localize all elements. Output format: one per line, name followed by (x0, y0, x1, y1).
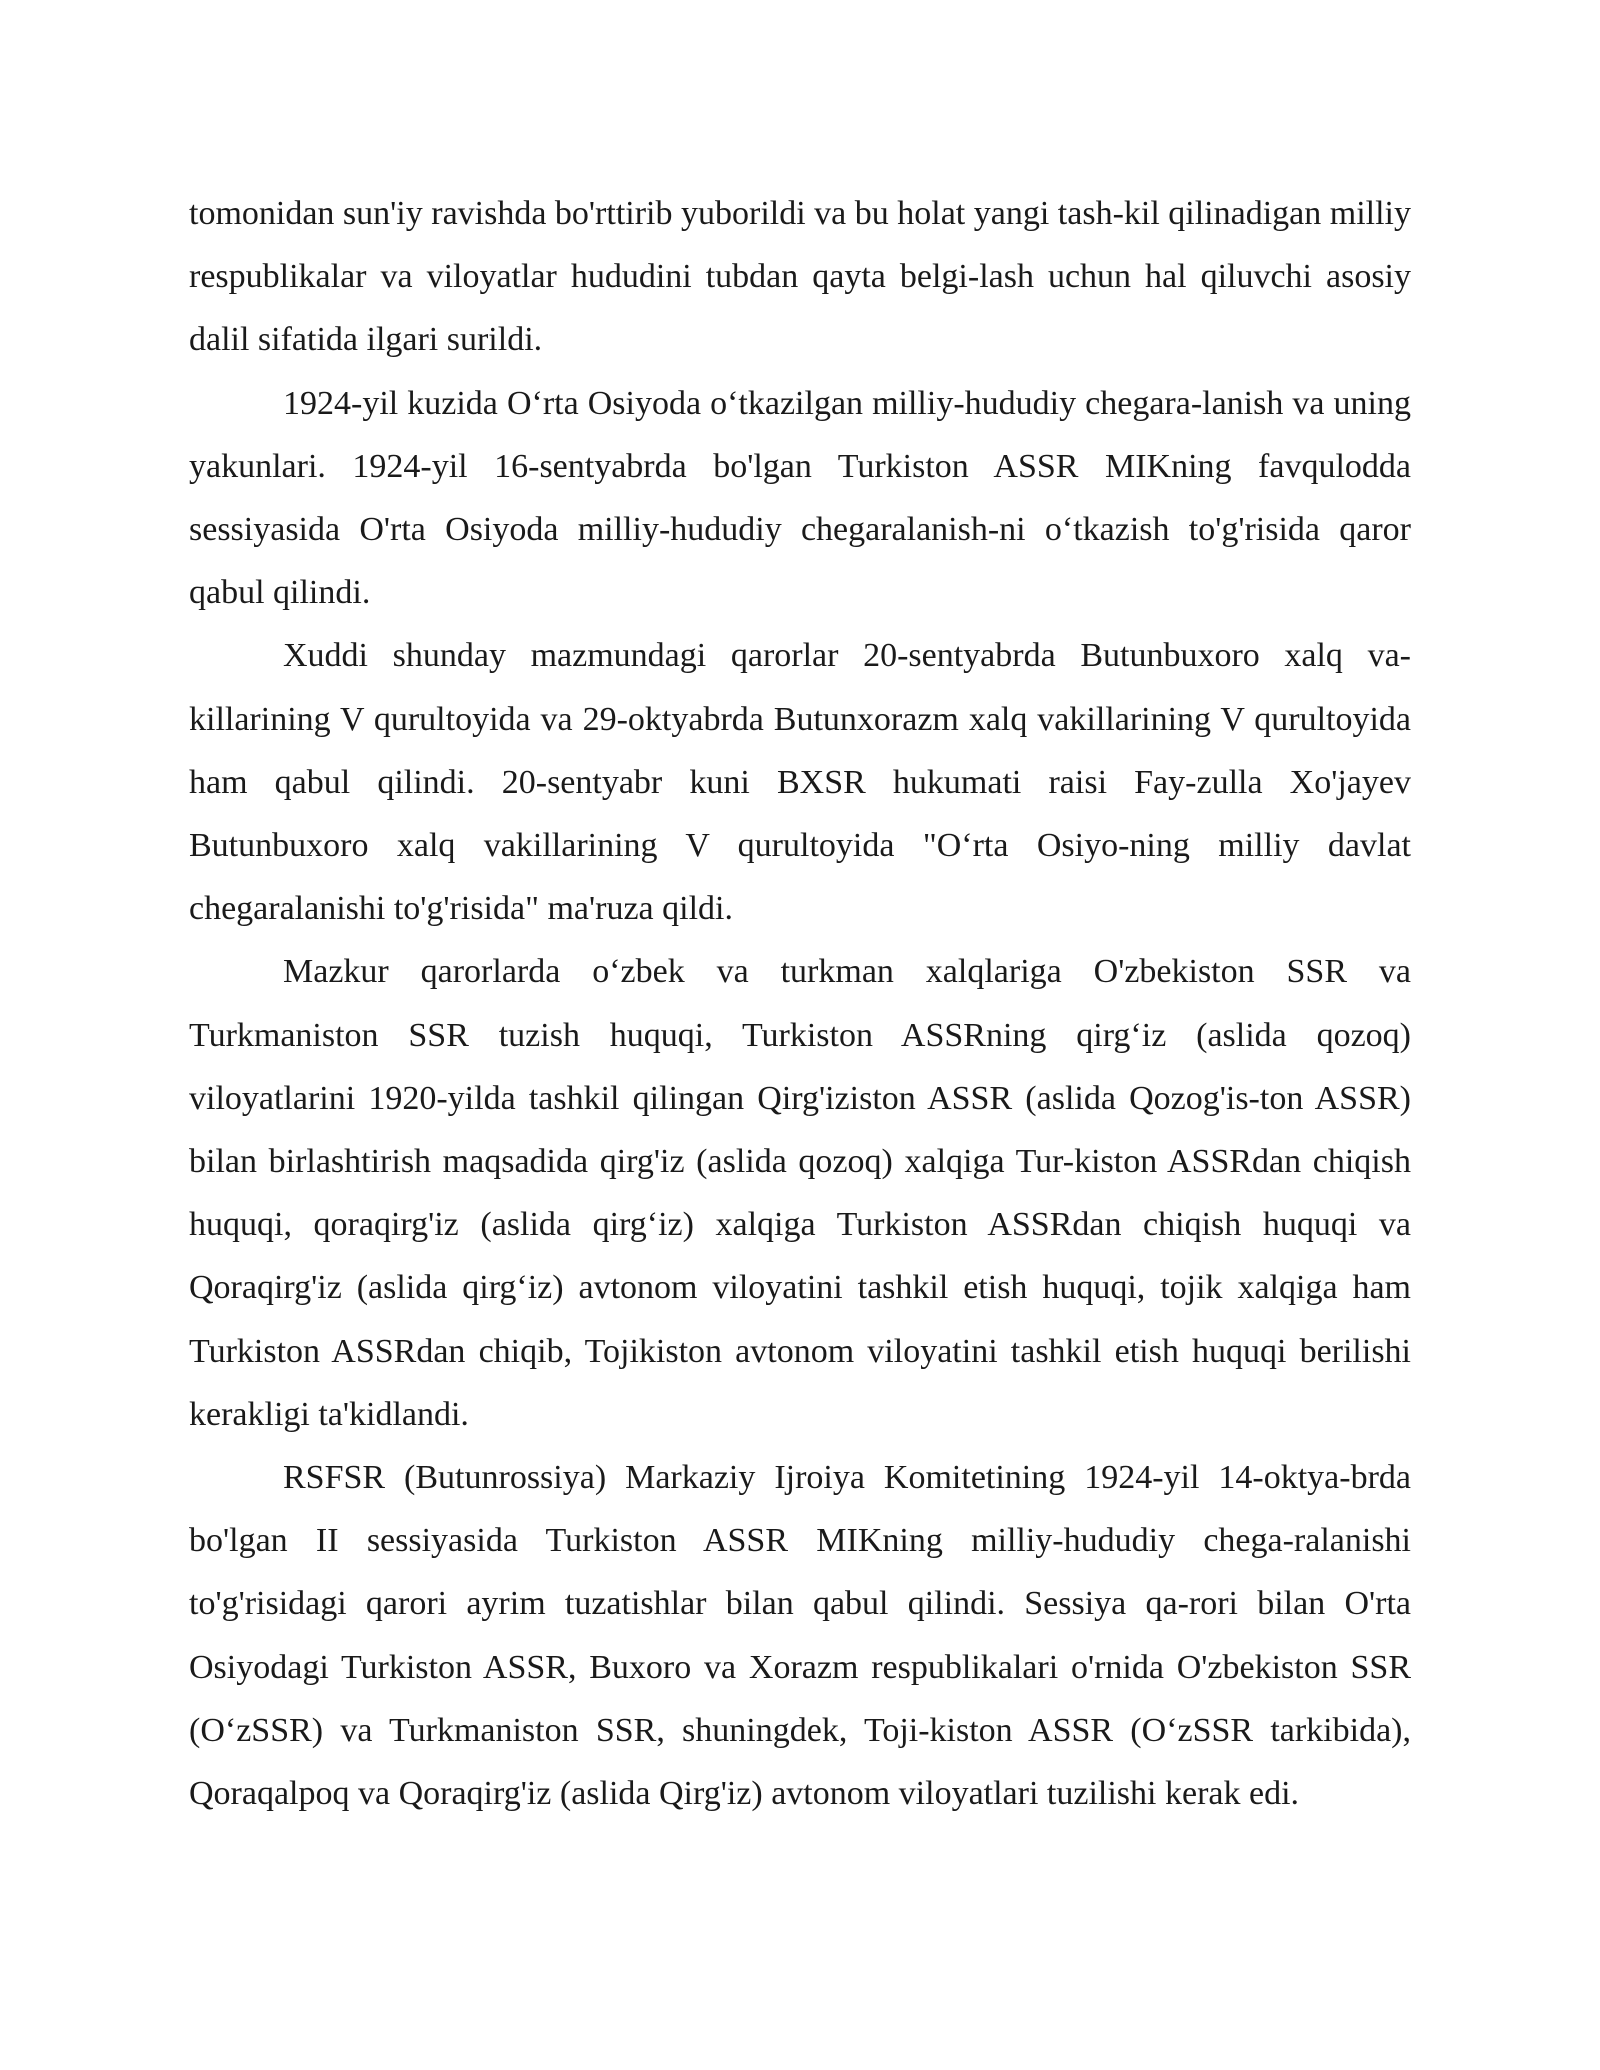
body-text (189, 182, 1411, 1825)
paragraph-continuation: tomonidan sun'iy ravishda bo'rttirib yuborildi va bu holat yangi tash-kil qilinadigan milliy respublikalar va viloyatlar hududini tubdan qayta belgi-lash uchun hal qiluvchi asosiy dalil sifatida ilgari surildi. (189, 195, 1411, 359)
paragraph: RSFSR (Butunrossiya) Markaziy Ijroiya Komitetining 1924-yil 14-oktya-brda bo'lgan II sessiyasida Turkiston ASSR MIKning milliy-hududiy chega-ralanishi to'g'risidagi qarori ayrim tuzatishlar bilan qabul qilindi. Sessiya qa-rori bilan O'rta Osiyodagi Turkiston ASSR, Buxoro va Xorazm respublikalari o'rnida O'zbekiston SSR (O‘zSSR) va Turkmaniston SSR, shuningdek, Toji-kiston ASSR (O‘zSSR tarkibida), Qoraqalpoq va Qoraqirg'iz (aslida Qirg'iz) avtonom viloyatlari tuzilishi kerak edi. (189, 1459, 1411, 1813)
paragraph: Xuddi shunday mazmundagi qarorlar 20-sentyabrda Butunbuxoro xalq va-killarining V qurultoyida va 29-oktyabrda Butunxorazm xalq vakillarining V qurultoyida ham qabul qilindi. 20-sentyabr kuni BXSR hukumati raisi Fay-zulla Xo'jayev Butunbuxoro xalq vakillarining V qurultoyida "O‘rta Osiyo-ning milliy davlat chegaralanishi to'g'risida" ma'ruza qildi. (189, 637, 1411, 928)
paragraph: Mazkur qarorlarda o‘zbek va turkman xalqlariga O'zbekiston SSR va Turkmaniston SSR tuzish huquqi, Turkiston ASSRning qirg‘iz (aslida qozoq) viloyatlarini 1920-yilda tashkil qilingan Qirg'iziston ASSR (aslida Qozog'is-ton ASSR) bilan birlashtirish maqsadida qirg'iz (aslida qozoq) xalqiga Tur-kiston ASSRdan chiqish huquqi, qoraqirg'iz (aslida qirg‘iz) xalqiga Turkiston ASSRdan chiqish huquqi va Qoraqirg'iz (aslida qirg‘iz) avtonom viloyatini tashkil etish huquqi, tojik xalqiga ham Turkiston ASSRdan chiqib, Tojikiston avtonom viloyatini tashkil etish huquqi berilishi kerakligi ta'kidlandi. (189, 953, 1411, 1433)
paragraph: 1924-yil kuzida O‘rta Osiyoda o‘tkazilgan milliy-hududiy chegara-lanish va uning yakunlari. 1924-yil 16-sentyabrda bo'lgan Turkiston ASSR MIKning favqulodda sessiyasida O'rta Osiyoda milliy-hududiy chegaralanish-ni o‘tkazish to'g'risida qaror qabul qilindi. (189, 384, 1411, 612)
